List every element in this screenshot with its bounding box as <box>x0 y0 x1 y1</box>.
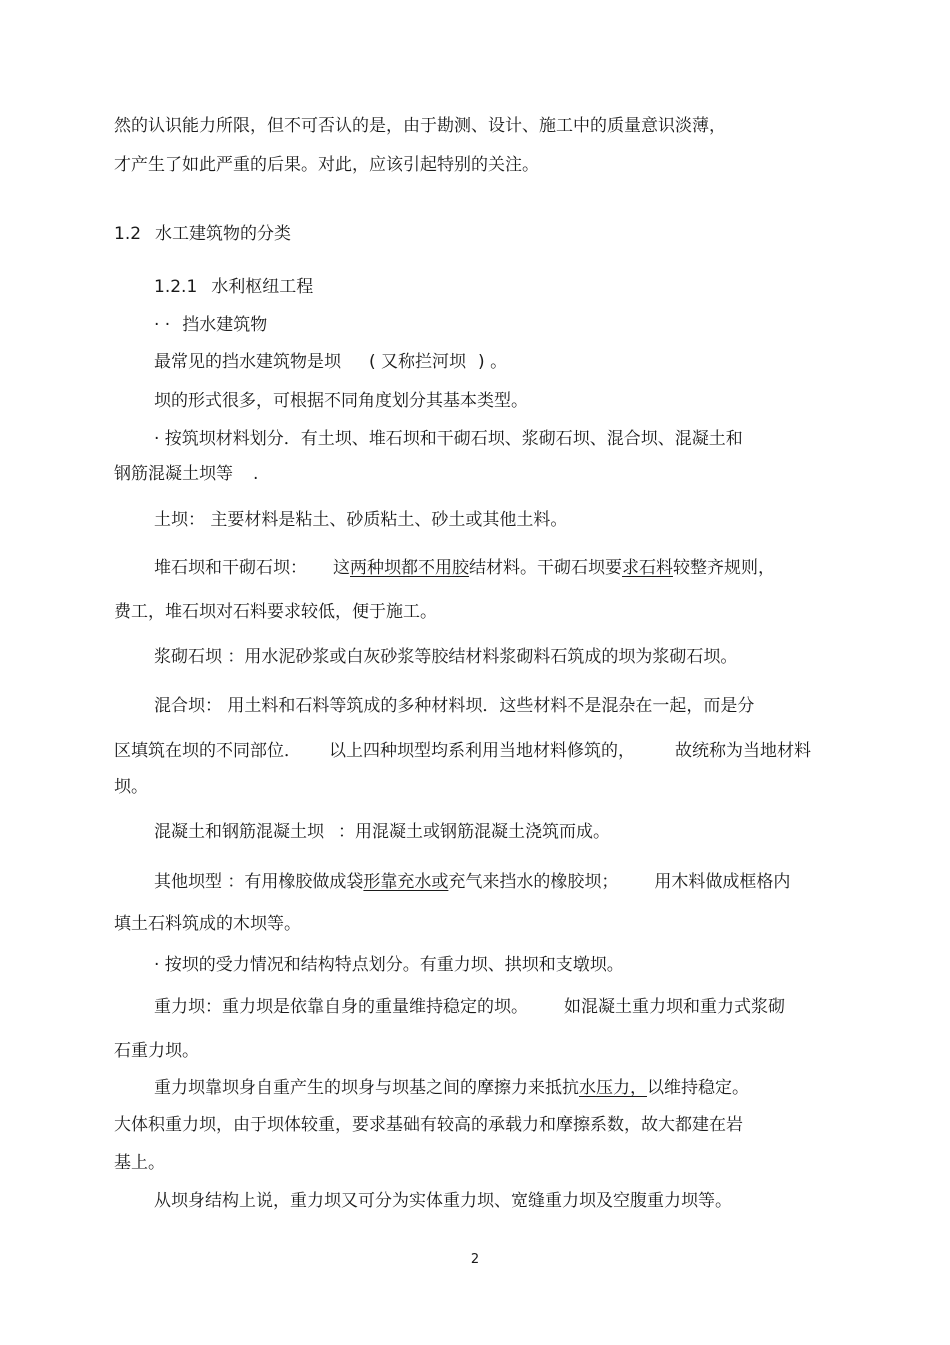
dam-paren: ( 又称拦河坝 <box>369 352 467 372</box>
mixed-text-b: 以上四种坝型均系利用当地材料修筑的， <box>329 741 635 761</box>
other-text-c: 用木料做成框格内 <box>654 872 791 892</box>
paragraph-masonry-dam: 浆砌石坝 ：用水泥砂浆或白灰砂浆等胶结材料浆砌料石筑成的坝为浆砌石坝。 <box>154 647 738 667</box>
blank-underline <box>743 427 763 451</box>
material-period: . <box>253 464 259 484</box>
material-text-2: 钢筋混凝土坝等 <box>114 464 233 484</box>
paragraph-material-line-2 <box>114 462 258 486</box>
concrete-label: 混凝土和钢筋混凝土坝 <box>154 822 324 842</box>
material-text: · 按筑坝材料划分．有土坝、堆石坝和干砌石坝、浆砌石坝、混合坝、混凝土和 <box>154 429 743 449</box>
paragraph-force: · 按坝的受力情况和结构特点划分。有重力坝、拱坝和支墩坝。 <box>154 955 624 975</box>
blank-underline <box>341 350 369 374</box>
concrete-text: ：用混凝土或钢筋混凝土浇筑而成。 <box>338 822 610 842</box>
paragraph-gravity2-line-3: 基上。 <box>114 1153 165 1173</box>
subsection-number: 1.2.1 <box>154 277 198 297</box>
rockfill-label: 堆石坝和干砌石坝： <box>154 558 307 578</box>
dam-text: 最常见的挡水建筑物是坝 <box>154 352 341 372</box>
paragraph-gravity-line-1 <box>154 995 785 1019</box>
rockfill-text-b: 结材料。干砌石坝要 <box>469 558 622 578</box>
section-number: 1.2 <box>114 224 142 244</box>
paragraph-gravity-line-2: 石重力坝。 <box>114 1041 199 1061</box>
paragraph-gravity2-line-1 <box>154 1076 749 1100</box>
rockfill-underlined-1: 两种坝都不用胶 <box>350 558 469 578</box>
paragraph-earth-dam: 土坝： 主要材料是粘土、砂质粘土、砂土或其他土料。 <box>154 510 568 530</box>
paragraph-material-line-1 <box>154 427 763 451</box>
other-text-b: 充气来挡水的橡胶坝； <box>448 872 619 892</box>
paragraph-rockfill-line-2: 费工，堆石坝对石料要求较低，便于施工。 <box>114 602 437 622</box>
intro-line-1: 然的认识能力所限，但不可否认的是，由于勘测、设计、施工中的质量意识淡薄， <box>114 116 726 136</box>
gravity2-text-b: 以维持稳定。 <box>647 1078 749 1098</box>
paragraph-structure: 从坝身结构上说，重力坝又可分为实体重力坝、宽缝重力坝及空腹重力坝等。 <box>154 1191 732 1211</box>
intro-line-2: 才产生了如此严重的后果。对此，应该引起特别的关注。 <box>114 155 539 175</box>
paragraph-dam <box>154 350 507 374</box>
page-number: 2 <box>470 1252 480 1267</box>
gravity-text-b: 如混凝土重力坝和重力式浆砌 <box>564 997 785 1017</box>
section-title: 水工建筑物的分类 <box>155 224 292 244</box>
section-heading <box>114 222 291 246</box>
gravity2-underlined: 水压力， <box>579 1078 647 1098</box>
paragraph-mixed-line-2 <box>114 739 811 763</box>
paragraph-mixed-line-3: 坝。 <box>114 777 148 797</box>
mixed-text-a: 区填筑在坝的不同部位． <box>114 741 301 761</box>
mixed-text-c: 故统称为当地材料 <box>675 741 811 761</box>
gravity2-text-a: 重力坝靠坝身自重产生的坝身与坝基之间的摩擦力来抵抗 <box>154 1078 579 1098</box>
paragraph-gravity2-line-2: 大体积重力坝，由于坝体较重，要求基础有较高的承载力和摩擦系数，故大都建在岩 <box>114 1115 743 1135</box>
bullet-marks: · · <box>154 315 171 335</box>
dam-paren-close: ) 。 <box>478 352 508 372</box>
paragraph-forms: 坝的形式很多，可根据不同角度划分其基本类型。 <box>154 391 528 411</box>
paragraph-other-line-2: 填土石料筑成的木坝等。 <box>114 914 301 934</box>
item-heading-text: 挡水建筑物 <box>182 315 268 335</box>
other-text-a: 其他坝型 ：有用橡胶做成袋 <box>154 872 364 892</box>
item-heading <box>154 313 267 337</box>
subsection-title: 水利枢纽工程 <box>211 277 314 297</box>
paragraph-concrete-dam <box>154 820 610 844</box>
paragraph-rockfill-line-1 <box>154 556 775 580</box>
other-underlined: 形靠充水或 <box>363 872 449 892</box>
paragraph-other-line-1 <box>154 870 790 894</box>
rockfill-text-c: 较整齐规则， <box>673 558 775 578</box>
subsection-heading <box>154 275 313 299</box>
paragraph-mixed-line-1: 混合坝： 用土料和石料等筑成的多种材料坝．这些材料不是混杂在一起，而是分 <box>154 696 755 716</box>
gravity-text-a: 重力坝：重力坝是依靠自身的重量维持稳定的坝。 <box>154 997 528 1017</box>
rockfill-underlined-2: 求石料 <box>622 558 673 578</box>
rockfill-text-a: 这 <box>333 558 350 578</box>
